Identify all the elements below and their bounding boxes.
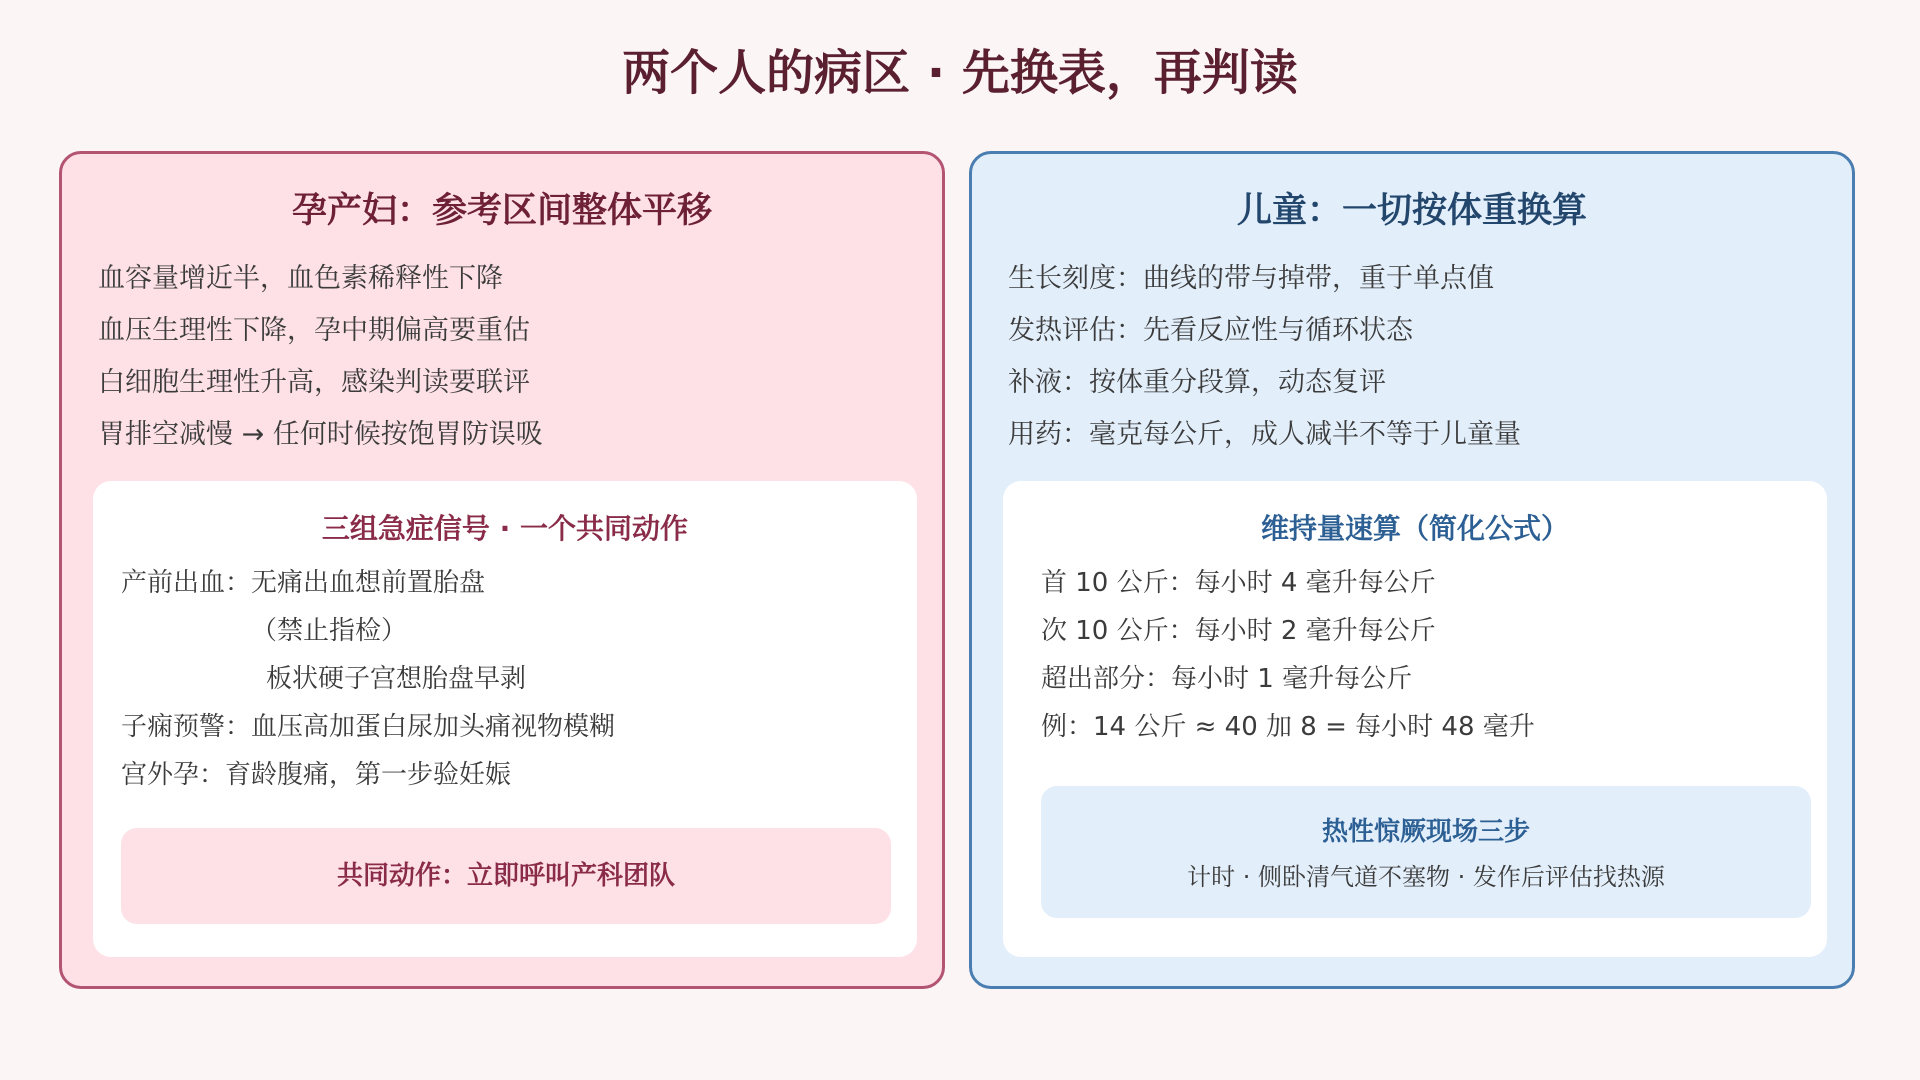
emergency-signal-row: 宫外孕：育龄腹痛，第一步验妊娠 xyxy=(121,760,512,790)
page-title: 两个人的病区 · 先换表，再判读 xyxy=(622,45,1298,101)
pregnancy-notes-list xyxy=(98,253,543,461)
emergency-signals-list xyxy=(121,559,615,799)
febrile-seizure-callout xyxy=(1041,786,1811,918)
febrile-seizure-heading: 热性惊厥现场三步 xyxy=(1321,817,1530,847)
pediatric-note: 补液：按体重分段算，动态复评 xyxy=(1008,367,1386,398)
maintenance-rate-row: 超出部分：每小时 1 毫升每公斤 xyxy=(1041,664,1413,694)
maintenance-rate-row: 次 10 公斤：每小时 2 毫升每公斤 xyxy=(1041,616,1436,646)
emergency-signal-row: 产前出血：无痛出血想前置胎盘 xyxy=(121,568,486,598)
pediatric-panel-heading: 儿童：一切按体重换算 xyxy=(1236,191,1587,231)
pregnancy-panel-heading: 孕产妇：参考区间整体平移 xyxy=(291,191,712,231)
emergency-signal-row: 板状硬子宫想胎盘早剥 xyxy=(266,664,527,694)
maintenance-rate-list xyxy=(1041,559,1535,751)
pregnancy-note: 胃排空减慢 → 任何时候按饱胃防误吸 xyxy=(98,419,543,450)
pediatric-notes-list xyxy=(1008,253,1521,461)
maintenance-rate-heading: 维持量速算（简化公式） xyxy=(1260,512,1569,545)
emergency-signal-row: 子痫预警：血压高加蛋白尿加头痛视物模糊 xyxy=(121,712,616,742)
pediatric-note: 用药：毫克每公斤，成人减半不等于儿童量 xyxy=(1008,419,1521,450)
febrile-seizure-steps: 计时 · 侧卧清气道不塞物 · 发作后评估找热源 xyxy=(1187,863,1665,891)
pregnancy-note: 白细胞生理性升高，感染判读要联评 xyxy=(98,367,530,398)
common-action-text: 共同动作：立即呼叫产科团队 xyxy=(336,861,675,891)
emergency-signals-card xyxy=(93,481,917,957)
maintenance-rate-row: 首 10 公斤：每小时 4 毫升每公斤 xyxy=(1041,568,1436,598)
pregnancy-panel xyxy=(59,151,945,989)
pediatric-note: 发热评估：先看反应性与循环状态 xyxy=(1008,315,1413,346)
emergency-signal-row: （禁止指检） xyxy=(251,616,408,646)
maintenance-rate-row: 例：14 公斤 ≈ 40 加 8 = 每小时 48 毫升 xyxy=(1041,712,1535,742)
common-action-callout xyxy=(121,828,891,924)
pregnancy-note: 血压生理性下降，孕中期偏高要重估 xyxy=(98,315,530,346)
pediatric-note: 生长刻度：曲线的带与掉带，重于单点值 xyxy=(1008,263,1494,294)
emergency-signals-heading: 三组急症信号 · 一个共同动作 xyxy=(321,512,689,545)
pregnancy-note: 血容量增近半，血色素稀释性下降 xyxy=(98,263,503,294)
maintenance-rate-card xyxy=(1003,481,1827,957)
pediatric-panel xyxy=(969,151,1855,989)
